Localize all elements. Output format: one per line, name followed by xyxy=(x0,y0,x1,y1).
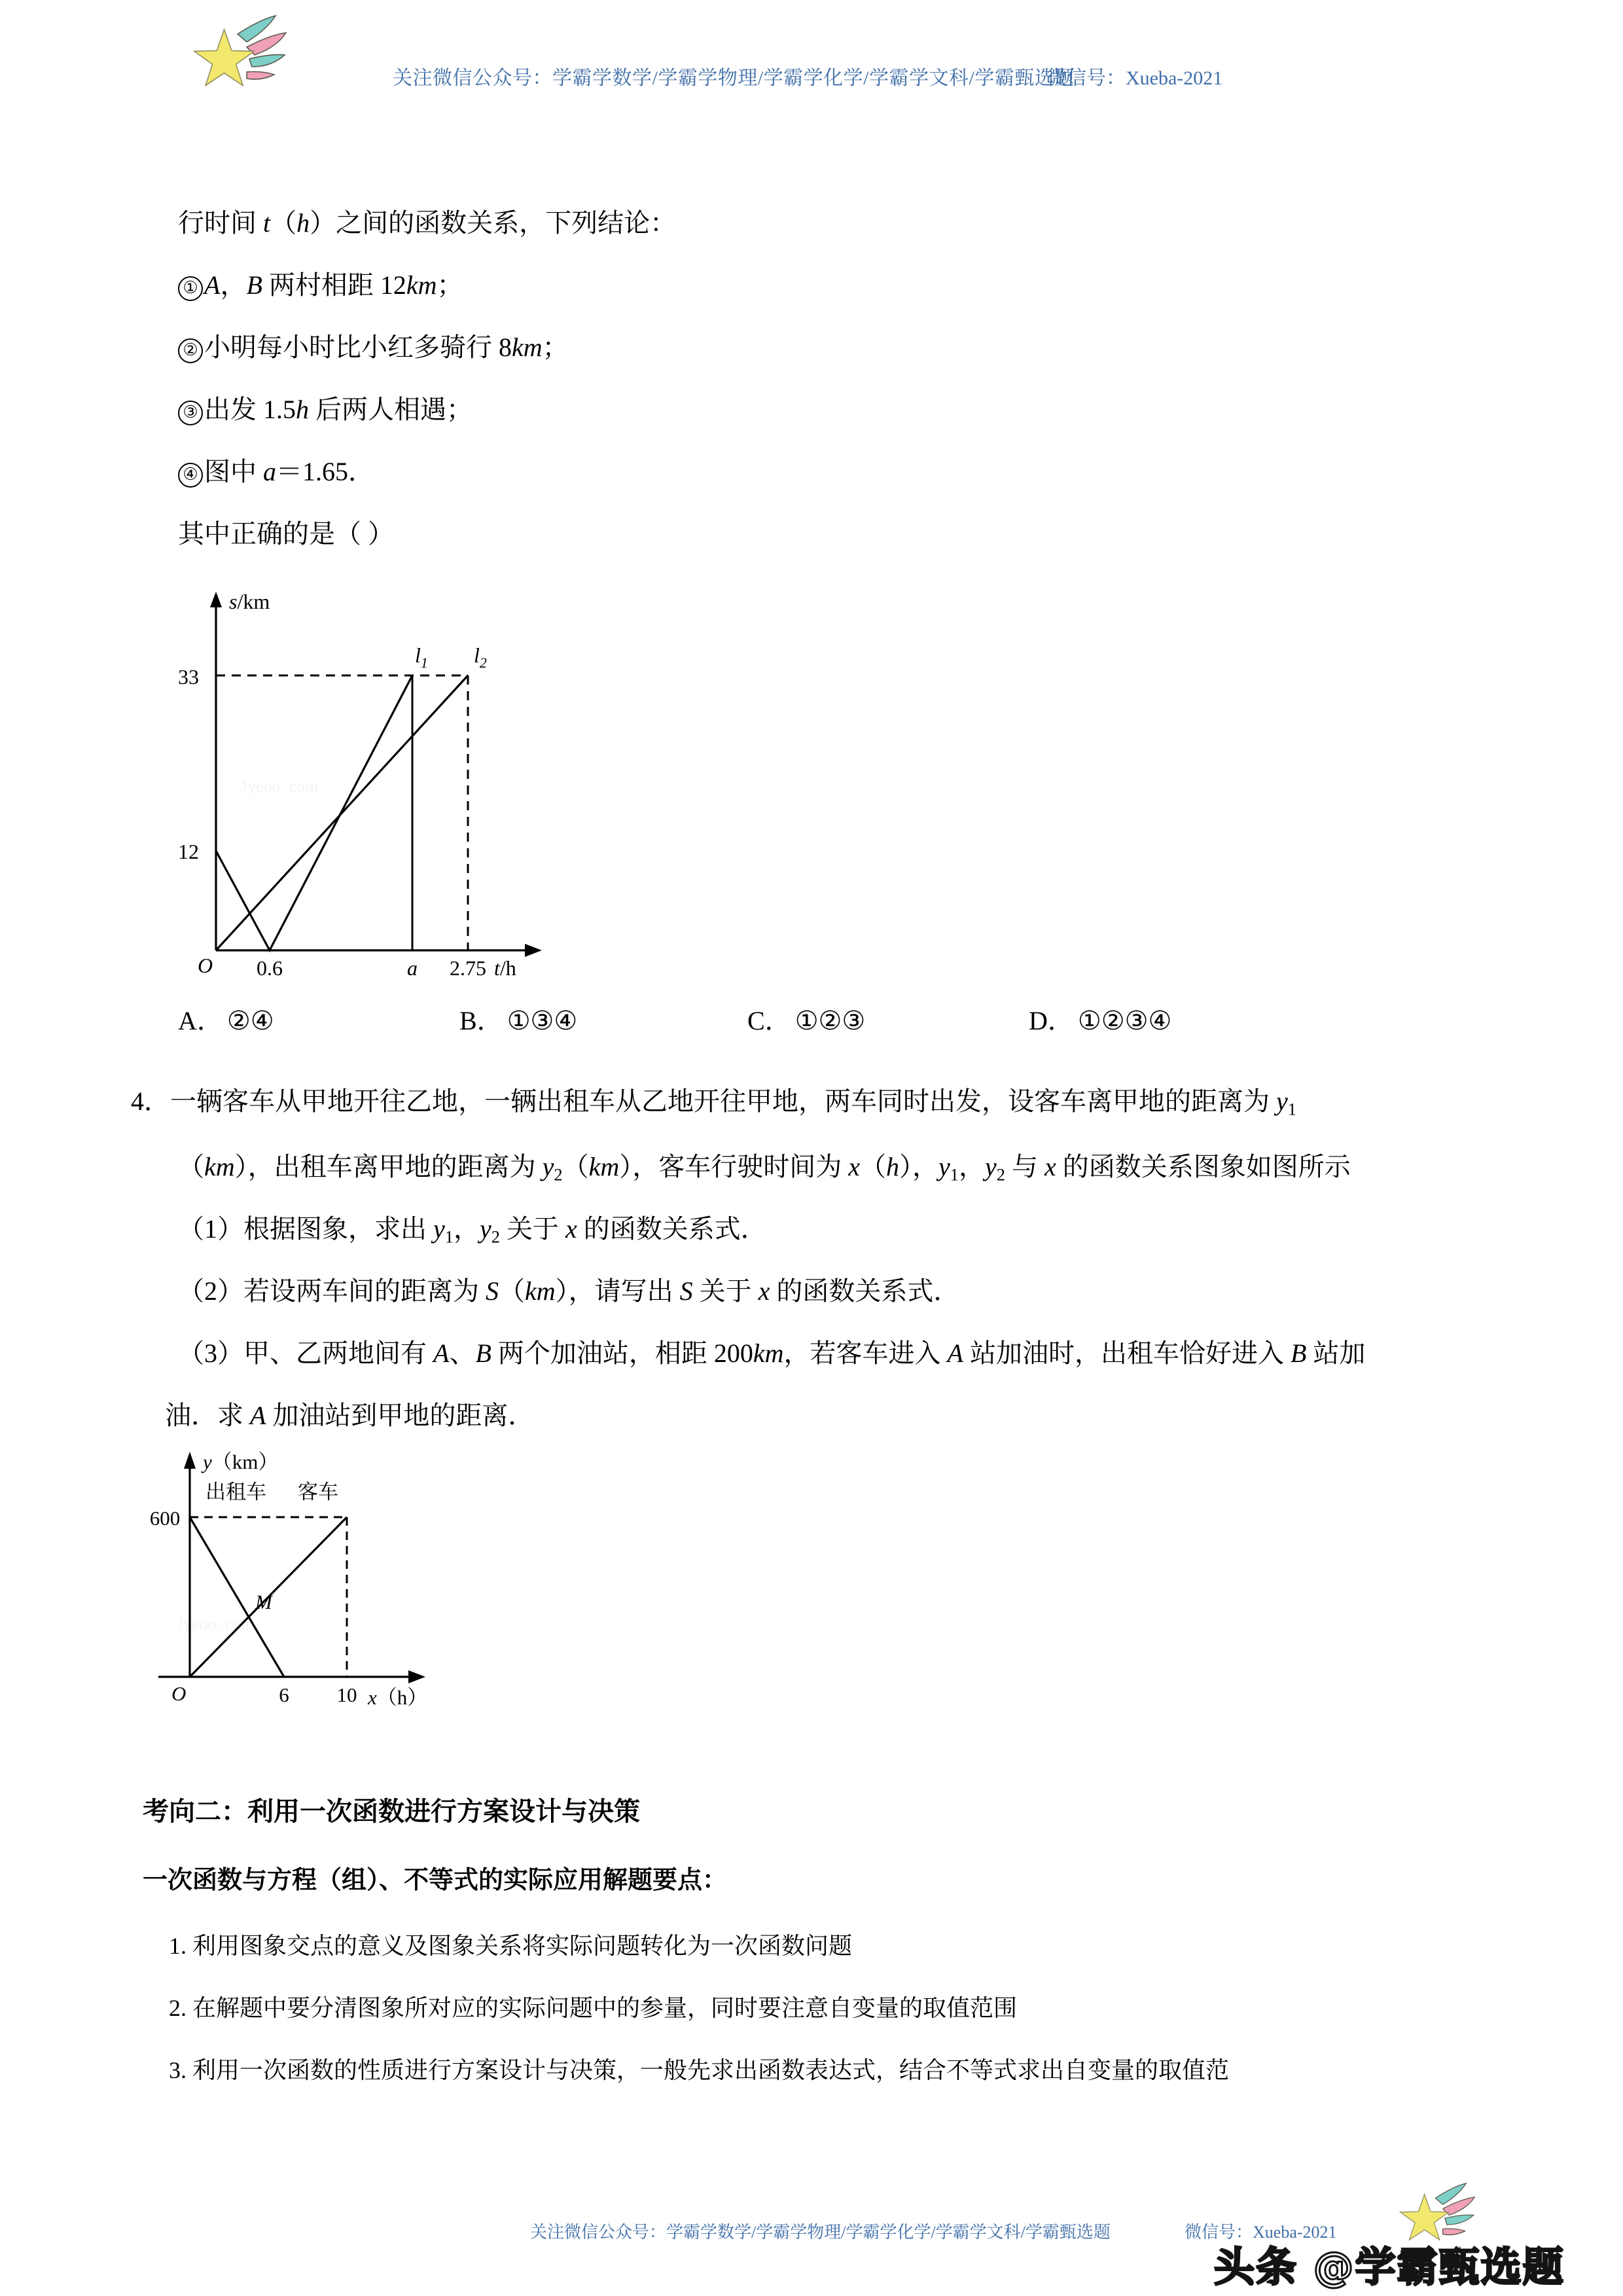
chart2-origin-label: O xyxy=(171,1682,187,1705)
chart1-y-axis-arrow xyxy=(210,592,222,607)
chart1-ytick-33: 33 xyxy=(178,665,199,689)
q4-part-1: （1）根据图象，求出 $y_1$，$y_2$ 关于 x 的函数关系式． xyxy=(178,1214,767,1247)
chart2-x-axis-label: x（h） xyxy=(368,1686,428,1709)
footer-promo-text: 关注微信公众号：学霸学数学/学霸学物理/学霸学化学/学霸学文科/学霸甄选题 xyxy=(530,2223,1111,2242)
option-d-value: ①②③④ xyxy=(1077,1006,1172,1035)
page-header xyxy=(0,0,1623,124)
option-a[interactable]: A． ②④ xyxy=(178,1006,274,1035)
chart2-ytick-600: 600 xyxy=(149,1507,181,1530)
q3-ask-line: 其中正确的是（ ） xyxy=(178,519,394,548)
chart1-y-axis-label: s/km xyxy=(229,590,270,613)
chart2-xtick-6: 6 xyxy=(279,1683,289,1706)
q3-conclusion-3-text: 出发 1.5h 后两人相遇； xyxy=(204,395,473,424)
q4-part-3: （3）甲、乙两地间有 A、B 两个加油站，相距 200km，若客车进入 A 站加油时，出租车恰好进入 B 站加 xyxy=(178,1338,1366,1368)
q3-options-row xyxy=(178,1000,1317,1037)
option-c-value: ①②③ xyxy=(794,1006,866,1035)
chart2-annotation-m: M xyxy=(255,1590,272,1613)
q4-stem-line-1: 4．一辆客车从甲地开往乙地，一辆出租车从乙地开往甲地，两车同时出发，设客车离甲地的距离为 $y_1$ xyxy=(131,1086,1296,1119)
chart-skm-th xyxy=(164,576,582,982)
q3-conclusion-3 xyxy=(178,395,473,425)
section-subheading: 一次函数与方程（组）、不等式的实际应用解题要点： xyxy=(143,1867,728,1894)
q3-lead-line: 行时间 t（h）之间的函数关系，下列结论： xyxy=(178,208,677,238)
option-b[interactable]: B． ①③④ xyxy=(459,1006,578,1035)
chart1-series-l1 xyxy=(216,675,412,950)
chart2-series-label-bus: 客车 xyxy=(298,1480,338,1503)
header-promo-text: 关注微信公众号：学霸学数学/学霸学物理/学霸学化学/学霸学文科/学霸甄选题 xyxy=(393,67,1075,89)
brand-watermark: 头条 @学霸甄选题 xyxy=(1214,2243,1565,2291)
section-point-3: 3. 利用一次函数的性质进行方案设计与决策，一般先求出函数表达式，结合不等式求出自变量的取值范 xyxy=(169,2057,1230,2083)
q3-conclusion-2 xyxy=(178,332,569,363)
option-d[interactable]: D． ①②③④ xyxy=(1029,1006,1172,1035)
q3-conclusion-4-text: 图中 a＝1.65． xyxy=(204,457,374,486)
footer-wechat-id: 微信号：Xueba-2021 xyxy=(1185,2223,1337,2242)
star-burst-logo xyxy=(187,14,308,92)
circled-number-2: ② xyxy=(178,338,203,363)
chart1-xtick-a: a xyxy=(407,956,418,980)
q4-stem-line-2: （km），出租车离甲地的距离为 $y_2(km)$，客车行驶时间为 x（h），$y_1$，$y_2$ 与 x 的函数关系图象如图所示 xyxy=(178,1152,1351,1185)
chart2-watermark: Jyeoo. con xyxy=(177,1615,250,1634)
option-a-value: ②④ xyxy=(226,1006,274,1035)
option-b-value: ①③④ xyxy=(507,1006,578,1035)
circled-number-1: ① xyxy=(178,276,203,301)
q4-part-3-cont: 油．求 A 加油站到甲地的距离． xyxy=(165,1401,535,1430)
q4-part-2: （2）若设两车间的距离为 S（km），请写出 S 关于 x 的函数关系式． xyxy=(178,1276,960,1306)
chart2-xtick-10: 10 xyxy=(336,1683,357,1706)
section-point-2: 2. 在解题中要分清图象所对应的实际问题中的参量，同时要注意自变量的取值范围 xyxy=(169,1995,1018,2021)
header-wechat-id: 微信号：Xueba-2021 xyxy=(1047,67,1223,89)
chart1-xtick-275: 2.75 xyxy=(450,956,486,980)
chart2-series-label-taxi: 出租车 xyxy=(205,1480,266,1503)
circled-number-3: ③ xyxy=(178,401,203,425)
circled-number-4: ④ xyxy=(178,463,203,488)
chart1-origin-label: O xyxy=(198,954,213,977)
chart2-x-axis-arrow xyxy=(408,1670,425,1683)
section-heading: 考向二：利用一次函数进行方案设计与决策 xyxy=(143,1797,640,1826)
option-c[interactable]: C． ①②③ xyxy=(747,1006,866,1035)
page-footer xyxy=(0,2179,1623,2296)
q3-conclusion-4 xyxy=(178,457,374,488)
chart1-x-axis-arrow xyxy=(525,944,542,957)
chart1-x-axis-label: t/h xyxy=(494,956,516,980)
chart1-series-l2 xyxy=(216,675,468,950)
chart1-xtick-06: 0.6 xyxy=(257,956,283,980)
q3-conclusion-1-text: A，B 两村相距 12km； xyxy=(204,270,463,300)
section-point-1: 1. 利用图象交点的意义及图象关系将实际问题转化为一次函数问题 xyxy=(169,1933,853,1959)
chart1-label-l2: $l_2$ xyxy=(474,643,487,671)
chart1-label-l1: $l_1$ xyxy=(415,643,428,671)
chart2-y-axis-label: y（km） xyxy=(203,1450,279,1473)
q3-conclusion-2-text: 小明每小时比小红多骑行 8km； xyxy=(204,332,569,362)
chart-ykm-xh xyxy=(137,1440,543,1715)
chart2-y-axis-arrow xyxy=(184,1452,196,1469)
chart1-ytick-12: 12 xyxy=(178,840,199,863)
chart1-watermark: Jyeoo. com xyxy=(241,777,319,796)
q3-conclusion-1 xyxy=(178,270,463,301)
